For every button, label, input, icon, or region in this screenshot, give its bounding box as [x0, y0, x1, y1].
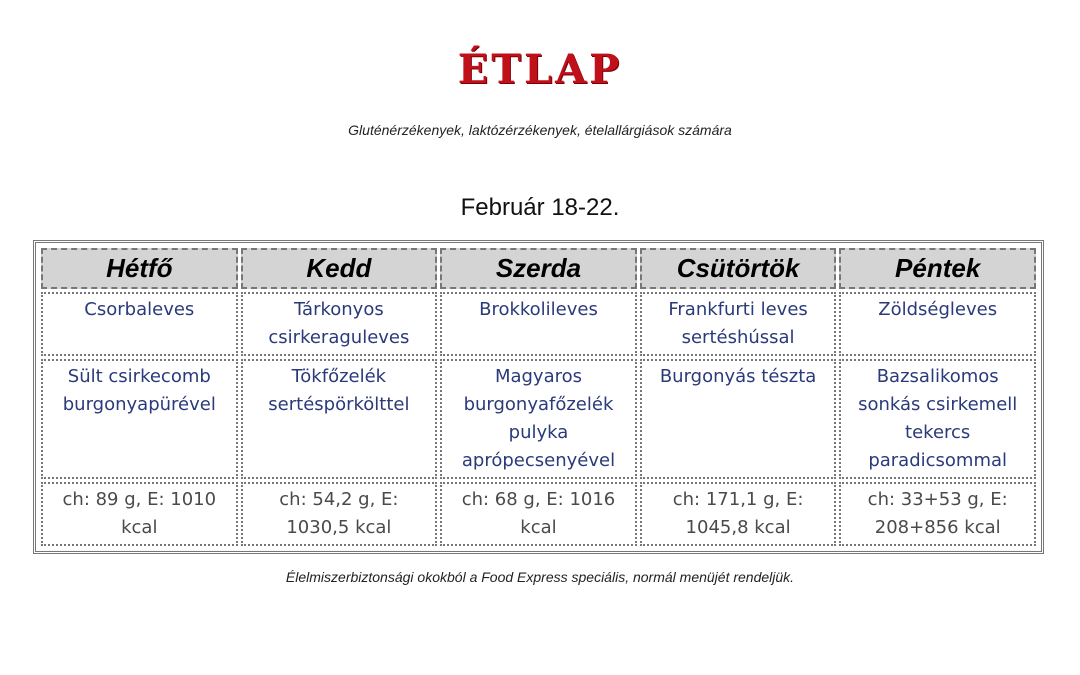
soup-tuesday: Tárkonyos csirkeraguleves [241, 292, 438, 356]
day-header-row [41, 248, 1036, 289]
date-range: Február 18-22. [460, 194, 620, 221]
nutrition-row [41, 482, 1036, 546]
footer-note: Élelmiszerbiztonsági okokból a Food Express speciális, normál menüjét rendeljük. [285, 569, 795, 585]
soup-friday: Zöldségleves [839, 292, 1036, 356]
nutrition-friday: ch: 33+53 g, E: 208+856 kcal [839, 482, 1036, 546]
day-header-thursday: Csütörtök [640, 248, 837, 289]
nutrition-wednesday: ch: 68 g, E: 1016 kcal [440, 482, 637, 546]
day-header-friday: Péntek [839, 248, 1036, 289]
nutrition-tuesday: ch: 54,2 g, E: 1030,5 kcal [241, 482, 438, 546]
soup-row [41, 292, 1036, 356]
main-course-row [41, 359, 1036, 479]
day-header-tuesday: Kedd [241, 248, 438, 289]
soup-wednesday: Brokkolileves [440, 292, 637, 356]
soup-thursday: Frankfurti leves sertéshússal [640, 292, 837, 356]
main-thursday: Burgonyás tészta [640, 359, 837, 479]
day-header-wednesday: Szerda [440, 248, 637, 289]
page-title: ÉTLAP [457, 46, 623, 93]
main-monday: Sült csirkecomb burgonyapürével [41, 359, 238, 479]
menu-table [33, 240, 1044, 554]
nutrition-monday: ch: 89 g, E: 1010 kcal [41, 482, 238, 546]
nutrition-thursday: ch: 171,1 g, E: 1045,8 kcal [640, 482, 837, 546]
day-header-monday: Hétfő [41, 248, 238, 289]
page-subtitle: Gluténérzékenyek, laktózérzékenyek, ételallárgiások számára [348, 122, 732, 138]
main-tuesday: Tökfőzelék sertéspörkölttel [241, 359, 438, 479]
soup-monday: Csorbaleves [41, 292, 238, 356]
main-wednesday: Magyaros burgonyafőzelék pulyka aprópecsenyével [440, 359, 637, 479]
main-friday: Bazsalikomos sonkás csirkemell tekercs paradicsommal [839, 359, 1036, 479]
